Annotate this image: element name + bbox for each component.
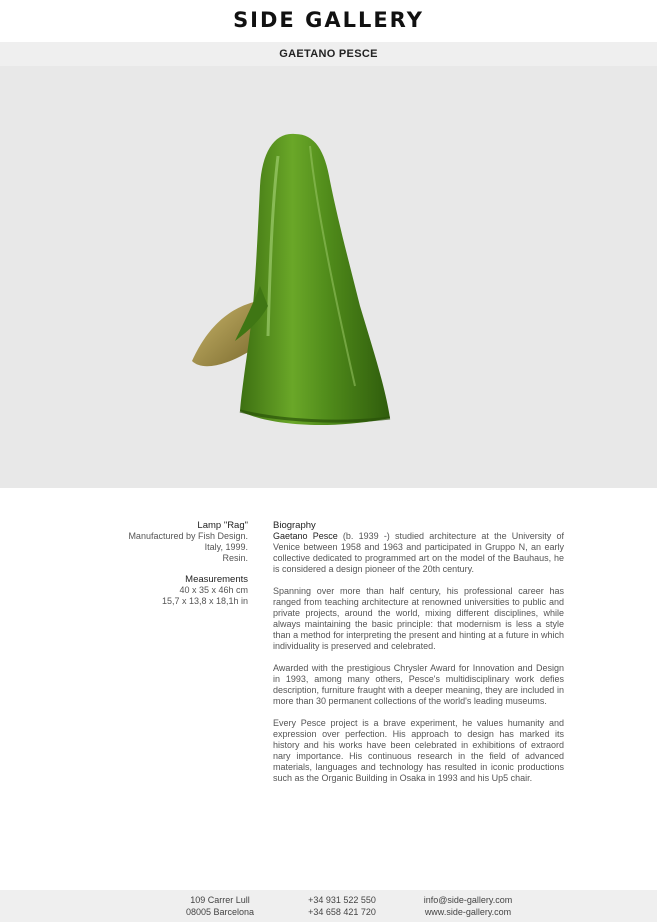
artist-name: GAETANO PESCE xyxy=(279,48,378,60)
bio-paragraph-1: (b. 1939 -) studied architecture at the University of Venice between 1958 and 1963 and participated in Gruppo N, an early collective dedicated to programmed art on the model of the Bauhaus, he is considered a design pioneer of the 20th century. xyxy=(273,531,564,574)
phone-link[interactable]: +34 658 421 720 xyxy=(308,907,376,917)
artwork-title: Lamp "Rag" xyxy=(197,520,248,531)
gallery-logo[interactable]: SIDE GALLERY xyxy=(233,8,424,32)
header xyxy=(0,0,657,42)
address-line: 08005 Barcelona xyxy=(185,907,255,917)
artwork-image xyxy=(180,126,420,436)
artwork-image-area xyxy=(0,66,657,488)
biography-title: Biography xyxy=(273,520,316,531)
bio-paragraph-4: Every Pesce project is a brave experiment, he values humanity and expression over perfection. His approach to design has marked its history and his works have been celebrated in exhibitions of extraord nary importance. His continuous research in the field of advanced materials, languages and technology has resulted in iconic productions such as the Organic Building in Osaka in 1993 and his Up5 chair. xyxy=(273,718,564,783)
detail-line: Italy, 1999. xyxy=(204,542,248,552)
footer-phones xyxy=(297,894,387,918)
footer-address xyxy=(180,894,260,918)
artwork-details xyxy=(100,520,248,617)
bio-paragraph xyxy=(273,531,564,575)
detail-line: Manufactured by Fish Design. xyxy=(128,531,248,541)
measurement-cm: 40 x 35 x 46h cm xyxy=(179,585,248,595)
footer xyxy=(0,890,657,922)
measurement-in: 15,7 x 13,8 x 18,1h in xyxy=(161,596,248,606)
website-link[interactable]: www.side-gallery.com xyxy=(424,907,512,917)
bio-artist-name: Gaetano Pesce xyxy=(273,531,338,541)
bio-paragraph-2: Spanning over more than half century, his professional career has ranged from teaching architecture at renowned universities to public and private projects, around the world, mixing different disciplines, while always maintaining the basic principle: that modernism is less a style than a method for interpreting the present and hinting at a future in which individuality is preserved and celebrated. xyxy=(273,586,564,651)
address-line: 109 Carrer Lull xyxy=(190,895,250,905)
biography xyxy=(273,520,564,795)
footer-contact xyxy=(418,894,518,918)
bio-paragraph-3: Awarded with the prestigious Chrysler Award for Innovation and Design in 1993, among many others, Pesce's multidisciplinary work defies description, furniture fraught with a deeper meaning, they are included in more than 30 permanent collections of the world's leading museums. xyxy=(273,663,564,706)
measurements-label: Measurements xyxy=(185,574,248,585)
email-link[interactable]: info@side-gallery.com xyxy=(423,895,513,905)
detail-line: Resin. xyxy=(222,553,248,563)
artist-bar xyxy=(0,42,657,66)
phone-link[interactable]: +34 931 522 550 xyxy=(308,895,376,905)
